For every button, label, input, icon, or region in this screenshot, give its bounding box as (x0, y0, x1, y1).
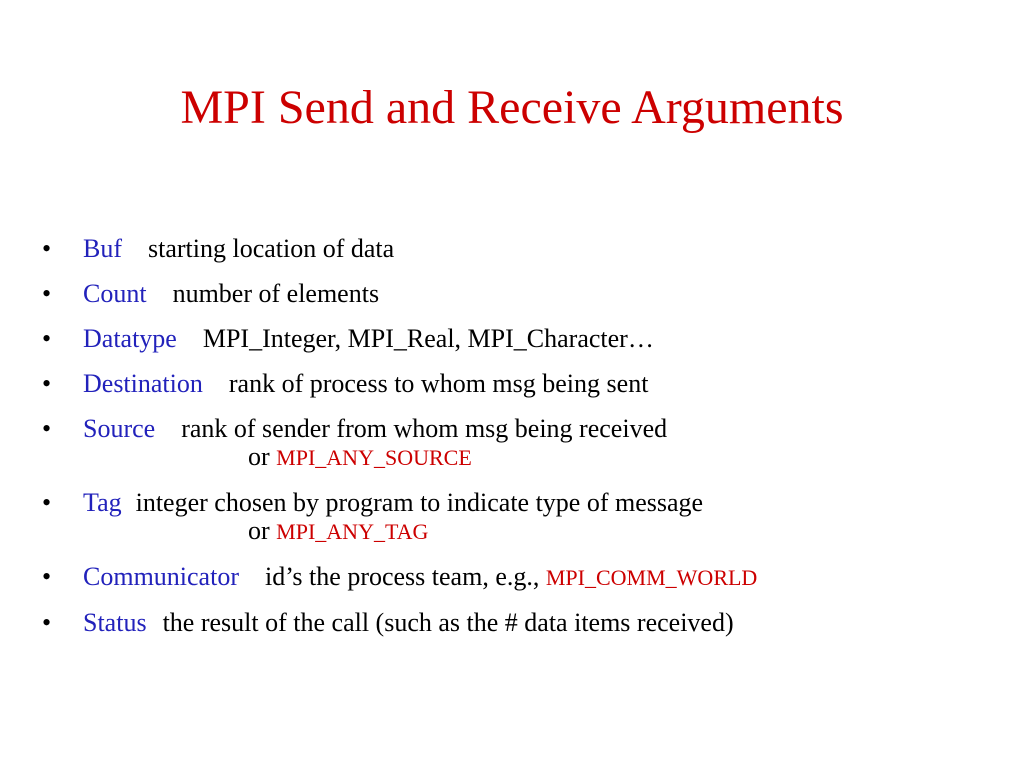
bullet-icon: • (42, 279, 52, 308)
bullet-item-source (42, 406, 1002, 472)
bullet-icon: • (42, 414, 52, 443)
term-tag: Tag (83, 488, 122, 517)
source-continuation (83, 443, 1002, 472)
bullet-icon: • (42, 324, 52, 353)
term-destination: Destination (83, 369, 203, 398)
bullet-item-count (42, 271, 1002, 316)
bullet-icon: • (42, 562, 52, 591)
term-count: Count (83, 279, 147, 308)
desc-source: rank of sender from whom msg being received (181, 414, 668, 443)
bullet-icon: • (42, 608, 52, 637)
desc-datatype: MPI_Integer, MPI_Real, MPI_Character… (202, 324, 654, 353)
bullet-item-destination (42, 361, 1002, 406)
const-any-tag: MPI_ANY_TAG (276, 519, 429, 544)
desc-status: the result of the call (such as the # data items received) (162, 608, 734, 637)
cont-prefix: or (248, 516, 270, 545)
term-buf: Buf (83, 234, 122, 263)
term-communicator: Communicator (83, 562, 239, 591)
desc-buf: starting location of data (148, 234, 395, 263)
term-datatype: Datatype (83, 324, 177, 353)
term-status: Status (83, 608, 147, 637)
desc-destination: rank of process to whom msg being sent (228, 369, 649, 398)
const-any-source: MPI_ANY_SOURCE (276, 445, 472, 470)
bullet-icon: • (42, 369, 52, 398)
bullet-item-buf (42, 226, 1002, 271)
const-comm-world: MPI_COMM_WORLD (545, 565, 758, 590)
cont-prefix: or (248, 442, 270, 471)
bullet-icon: • (42, 234, 52, 263)
bullet-item-status (42, 600, 1002, 645)
term-source: Source (83, 414, 156, 443)
bullet-item-tag (42, 480, 1002, 546)
slide-title: MPI Send and Receive Arguments (180, 81, 844, 134)
desc-tag: integer chosen by program to indicate type of message (135, 488, 704, 517)
bullet-list (42, 226, 1002, 645)
desc-count: number of elements (172, 279, 380, 308)
desc-communicator: id’s the process team, e.g., (264, 562, 540, 591)
bullet-icon: • (42, 488, 52, 517)
bullet-item-communicator (42, 554, 1002, 600)
bullet-item-datatype (42, 316, 1002, 361)
tag-continuation (83, 517, 1002, 546)
